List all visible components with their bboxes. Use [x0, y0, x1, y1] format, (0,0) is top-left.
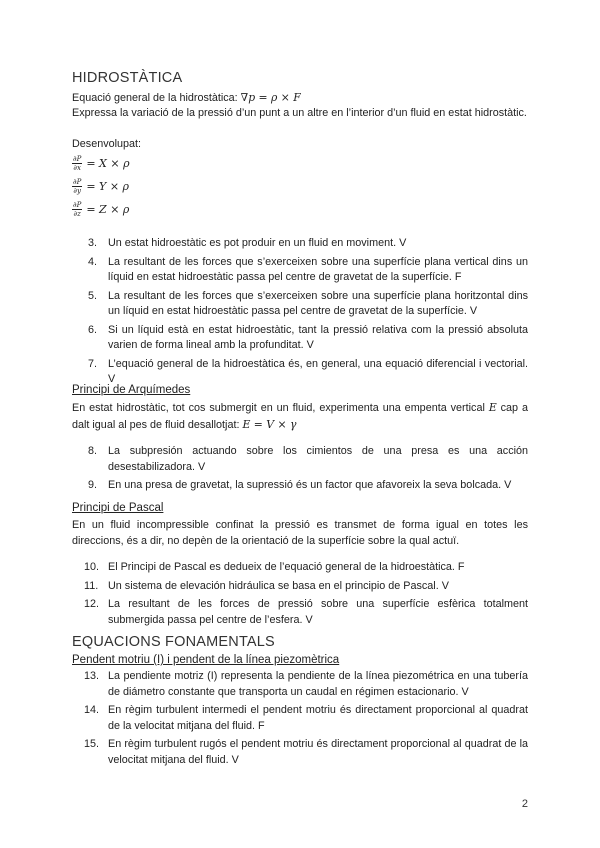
item-text: Un estat hidroestàtic es pot produir en un fluid en moviment. V: [108, 237, 407, 249]
fraction-numerator: ∂P: [73, 200, 82, 209]
list-item: [72, 560, 528, 576]
item-text: En règim turbulent intermedi el pendent motriu és directament proporcional al quadrat de la velocitat mitjana del fluid. F: [108, 704, 528, 732]
equacions-list: [72, 669, 528, 771]
arquimedes-symbol: E: [488, 401, 497, 414]
arquimedes-text-after: cap a dalt igual al pes de fluid desallotjat:: [72, 402, 529, 431]
pascal-text: En un fluid incompressible confinat la pressió es transmet de forma igual en totes les direccions, és a dir, no depèn de la orientació de la superfície sobre la qual actuï.: [72, 519, 528, 547]
subsection-title-pascal: Principi de Pascal: [72, 502, 164, 514]
fraction-denominator: ∂y: [73, 186, 81, 195]
arquimedes-text: [72, 400, 528, 433]
list-item: [72, 323, 528, 354]
list-item: [72, 357, 528, 388]
list-item: [72, 236, 528, 252]
partial-eq-x: [72, 153, 130, 173]
fraction-numerator: ∂P: [73, 177, 82, 186]
item-number: 9.: [88, 479, 98, 491]
eq-general-label: Equació general de la hidrostàtica:: [72, 92, 238, 104]
item-text: La resultant de les forces que s’exerceixen sobre una superfície plana vertical dins un líquid en estat hidroestàtic passa pel centre de gravetat de la superfície. F: [108, 255, 528, 283]
item-number: 3.: [88, 237, 98, 249]
item-text: La pendiente motriz (I) representa la pendiente de la línea piezométrica en una tubería de diámetro constante que transporta un caudal en régimen estacionario. V: [108, 670, 528, 698]
partial-rhs: = Y × ρ: [86, 179, 129, 193]
item-text: Si un líquid està en estat hidroestàtic, tant la pressió relativa com la pressió absoluta varien de forma lineal amb la profunditat. V: [108, 323, 528, 351]
eq-general-line: [72, 90, 528, 107]
item-number: 15.: [84, 738, 100, 750]
partial-fraction: [72, 155, 82, 172]
item-number: 13.: [84, 670, 100, 682]
item-text: La subpresión actuando sobre los cimientos de una presa es una acción desestabilizadora. V: [108, 445, 528, 473]
item-number: 6.: [88, 323, 98, 336]
item-number: 5.: [88, 289, 98, 302]
item-number: 7.: [88, 357, 98, 370]
eq-description: Expressa la variació de la pressió d’un punt a un altre en l’interior d’un fluid en estat hidrostàtic.: [72, 107, 527, 119]
item-number: 10.: [84, 561, 100, 573]
list-item: [72, 255, 528, 286]
list-item: [72, 478, 528, 494]
fraction-numerator: ∂P: [73, 154, 82, 163]
section-title-hidrostatica: HIDROSTÀTICA: [72, 70, 183, 86]
partial-fraction: [72, 201, 82, 218]
item-number: 12.: [84, 598, 100, 610]
fraction-denominator: ∂z: [73, 209, 81, 218]
arquimedes-text-before: En estat hidrostàtic, tot cos submergit en un fluid, experimenta una empenta vertical: [72, 402, 485, 414]
list-item: [72, 737, 528, 768]
eq-general-formula: ∇p = ρ × F: [240, 91, 301, 104]
developed-label: Desenvolupat:: [72, 138, 142, 150]
list-item: [72, 597, 528, 628]
arquimedes-list: [72, 444, 528, 497]
list-item: [72, 289, 528, 320]
partial-eq-y: [72, 176, 129, 196]
list-item: [72, 444, 528, 475]
item-text: En una presa de gravetat, la supressió és un factor que afavoreix la seva bolcada. V: [108, 479, 512, 491]
section-title-equacions: EQUACIONS FONAMENTALS: [72, 634, 275, 650]
partial-fraction: [72, 178, 82, 195]
subsection-title-pendent: Pendent motriu (I) i pendent de la línea piezomètrica: [72, 654, 340, 666]
item-text: El Principi de Pascal es dedueix de l’equació general de la hidroestàtica. F: [108, 561, 465, 573]
item-text: La resultant de les forces de pressió sobre una superfície esfèrica totalment submergida passa pel centre de l’esfera. V: [108, 598, 528, 626]
partial-rhs: = Z × ρ: [86, 202, 130, 216]
item-text: Un sistema de elevación hidráulica se basa en el principio de Pascal. V: [108, 579, 449, 592]
subsection-title-arquimedes: Principi de Arquímedes: [72, 384, 191, 396]
arquimedes-formula: E = V × γ: [242, 417, 297, 431]
partial-rhs: = X × ρ: [86, 156, 130, 170]
item-number: 8.: [88, 445, 98, 457]
pascal-list: [72, 560, 528, 631]
item-number: 4.: [88, 255, 98, 268]
list-item: [72, 579, 528, 595]
hidrostatica-list: [72, 236, 528, 391]
list-item: [72, 669, 528, 700]
fraction-denominator: ∂x: [73, 163, 81, 172]
item-text: En règim turbulent rugós el pendent motriu és directament proporcional al quadrat de la velocitat mitjana del fluid. V: [108, 738, 528, 766]
item-number: 14.: [84, 704, 100, 716]
page-number: 2: [521, 798, 528, 810]
item-text: L’equació general de la hidroestàtica és, en general, una equació diferencial i vectorial. V: [108, 357, 528, 385]
item-text: La resultant de les forces que s’exerceixen sobre una superfície plana horitzontal dins un líquid en estat hidroestàtic passa pel centre de gravetat de la superfície. V: [108, 289, 528, 317]
partial-eq-z: [72, 199, 129, 219]
item-number: 11.: [84, 579, 99, 592]
list-item: [72, 703, 528, 734]
